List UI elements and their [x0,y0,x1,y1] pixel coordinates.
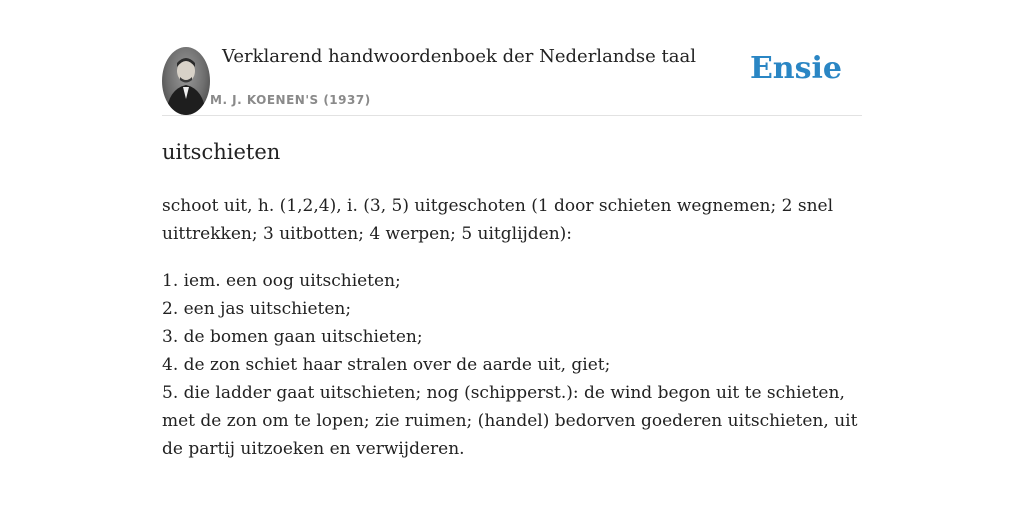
entry-headword: uitschieten [162,140,281,164]
sense-item: 5. die ladder gaat uitschieten; nog (schipperst.): de wind begon uit te schieten, met de zon om te lopen; zie ruimen; (handel) bedorven goederen uitschieten, uit de partij uitzoeken en verwijderen. [162,383,858,459]
book-author: M. J. KOENEN'S (1937) [210,93,371,107]
sense-item: 3. de bomen gaan uitschieten; [162,327,423,347]
book-title: Verklarend handwoordenboek der Nederlandse taal [222,46,696,67]
header [162,46,862,116]
brand-logo[interactable]: Ensie [749,51,842,86]
sense-item: 1. iem. een oog uitschieten; [162,271,401,291]
sense-item: 4. de zon schiet haar stralen over de aarde uit, giet; [162,355,611,375]
sense-item: 2. een jas uitschieten; [162,299,352,319]
entry-senses [162,267,866,463]
entry-intro: schoot uit, h. (1,2,4), i. (3, 5) uitgeschoten (1 door schieten wegnemen; 2 snel uittrekken; 3 uitbotten; 4 werpen; 5 uitglijden): [162,196,834,244]
author-portrait-icon [162,47,210,115]
